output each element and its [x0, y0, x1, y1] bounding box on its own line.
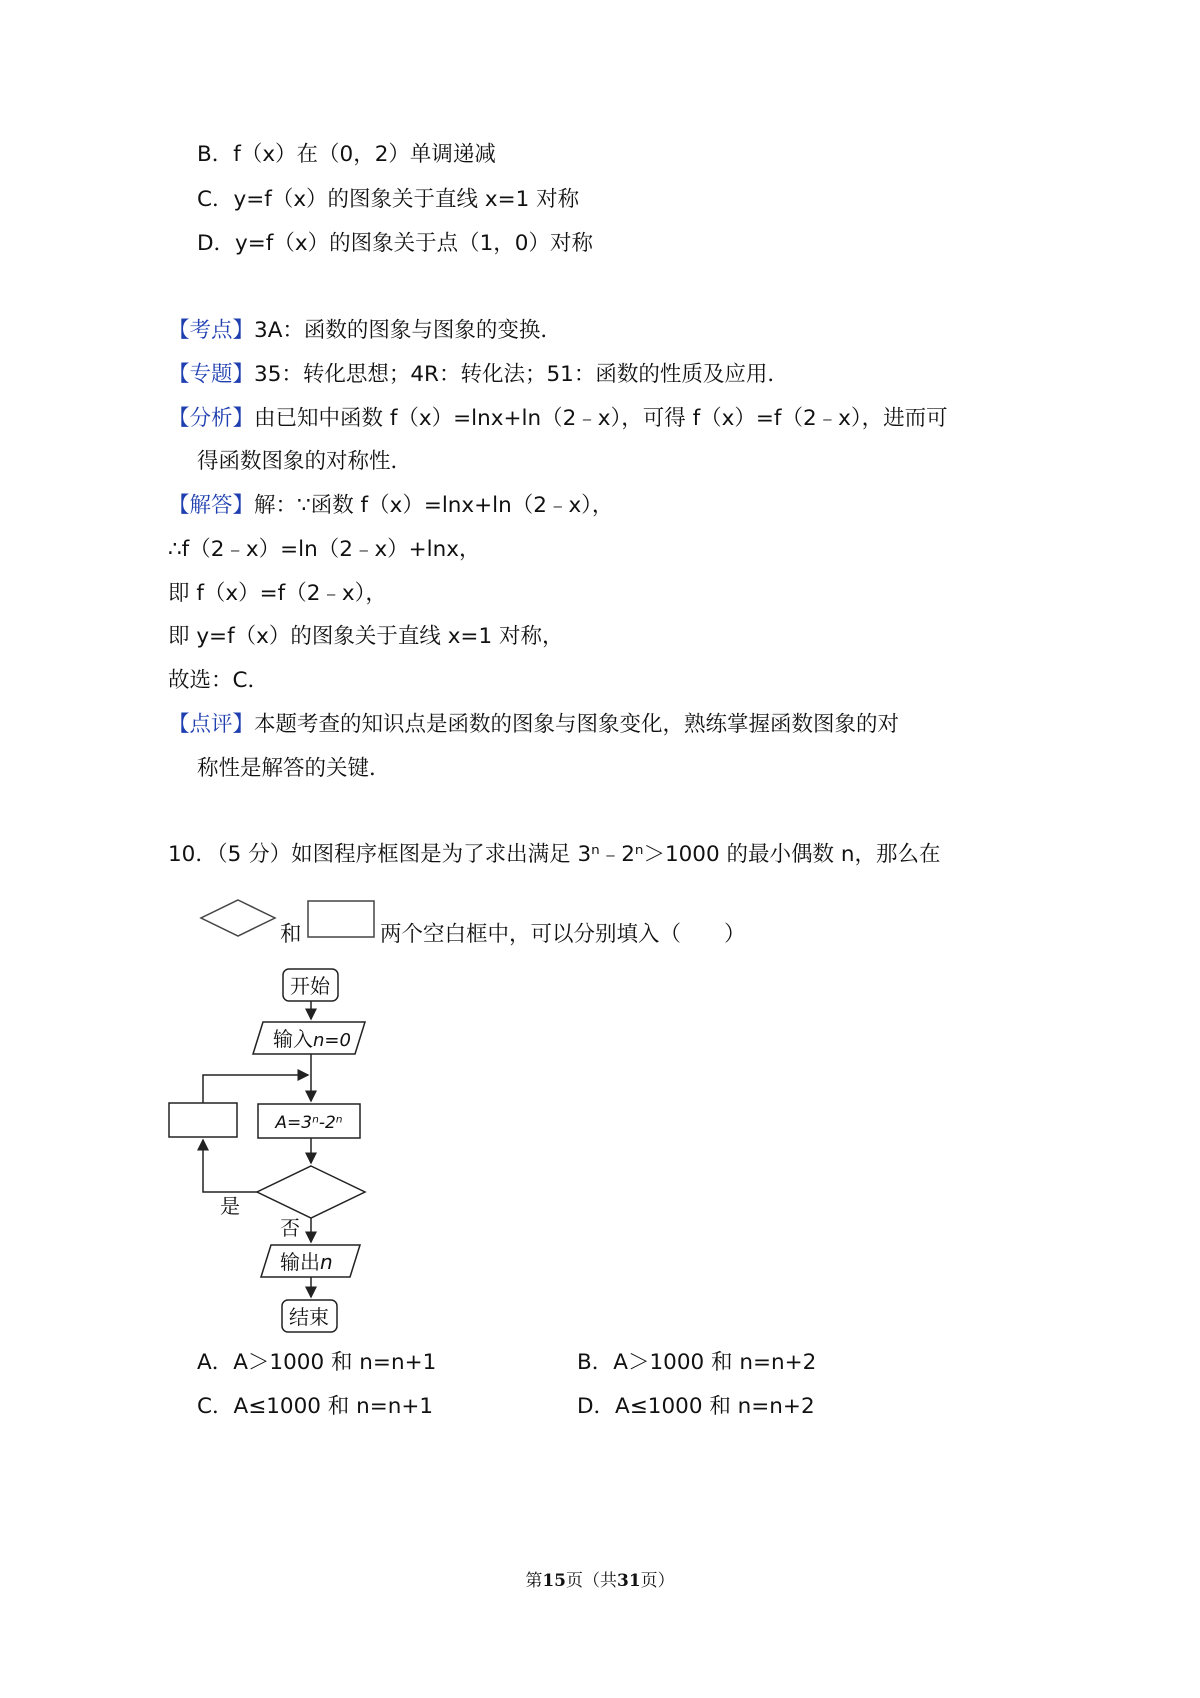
zhuanti-text: 35：转化思想；4R：转化法；51：函数的性质及应用． — [254, 362, 789, 387]
fenxi-line — [168, 404, 948, 434]
page-total: 31 — [617, 1571, 641, 1591]
solution-step-1: ∴f（2﹣x）=ln（2﹣x）+lnx， — [168, 537, 481, 562]
jieda-line — [168, 491, 613, 521]
flow-decision-box — [257, 1166, 365, 1218]
solution-step-3: 即 y=f（x）的图象关于直线 x=1 对称， — [168, 624, 564, 649]
flowchart — [160, 960, 380, 1340]
flow-input-label: 输入n=0 — [273, 1027, 351, 1051]
dianping-tag: 【点评】 — [168, 712, 255, 737]
dianping-text-1: 本题考查的知识点是函数的图象与图象变化，熟练掌握函数图象的对 — [254, 712, 900, 737]
flow-yes-label: 是 — [220, 1194, 240, 1218]
jieda-text: 解：∵函数 f（x）=lnx+ln（2﹣x）， — [254, 493, 614, 518]
solution-step-2: 即 f（x）=f（2﹣x）， — [168, 581, 387, 606]
q10-option-a: A．A＞1000 和 n=n+1 — [197, 1350, 437, 1375]
flow-end-label: 结束 — [289, 1305, 329, 1329]
flow-no-label: 否 — [280, 1216, 300, 1240]
dianping-text-2: 称性是解答的关键． — [197, 756, 391, 781]
blank-rectangle-icon — [306, 899, 378, 941]
fenxi-text-1: 由已知中函数 f（x）=lnx+ln（2﹣x），可得 f（x）=f（2﹣x），进而可 — [254, 406, 948, 431]
flow-start-label: 开始 — [290, 974, 330, 998]
flow-blank-process-box — [169, 1103, 237, 1137]
q10-option-b: B．A＞1000 和 n=n+2 — [577, 1350, 817, 1375]
zhuanti-tag: 【专题】 — [168, 362, 255, 387]
option-b: B．f（x）在（0，2）单调递减 — [197, 142, 496, 167]
kaodian-tag: 【考点】 — [168, 318, 255, 343]
page-number: 15 — [542, 1571, 566, 1591]
option-c: C．y=f（x）的图象关于直线 x=1 对称 — [197, 187, 580, 212]
option-d: D．y=f（x）的图象关于点（1，0）对称 — [197, 231, 593, 256]
flow-output-label: 输出n — [280, 1250, 333, 1274]
blank-diamond-icon — [198, 898, 278, 940]
fenxi-tag: 【分析】 — [168, 406, 255, 431]
zhuanti-line — [168, 360, 789, 390]
page-footer: 第15页（共31页） — [525, 1571, 675, 1591]
q10-stem-1: 10．（5 分）如图程序框图是为了求出满足 3ⁿ﹣2ⁿ＞1000 的最小偶数 n，那么在 — [168, 842, 941, 867]
q10-option-c: C．A≤1000 和 n=n+1 — [197, 1394, 434, 1419]
q10-he: 和 — [280, 922, 302, 947]
fenxi-text-2: 得函数图象的对称性． — [197, 449, 413, 474]
kaodian-text: 3A：函数的图象与图象的变换． — [254, 318, 562, 343]
solution-step-4: 故选：C． — [168, 668, 270, 693]
q10-option-d: D．A≤1000 和 n=n+2 — [577, 1394, 815, 1419]
kaodian-line — [168, 316, 562, 346]
flow-assign-label: A=3ⁿ-2ⁿ — [275, 1113, 343, 1133]
dianping-line — [168, 710, 899, 740]
jieda-tag: 【解答】 — [168, 493, 255, 518]
q10-stem-2: 两个空白框中，可以分别填入（ ） — [380, 922, 746, 947]
